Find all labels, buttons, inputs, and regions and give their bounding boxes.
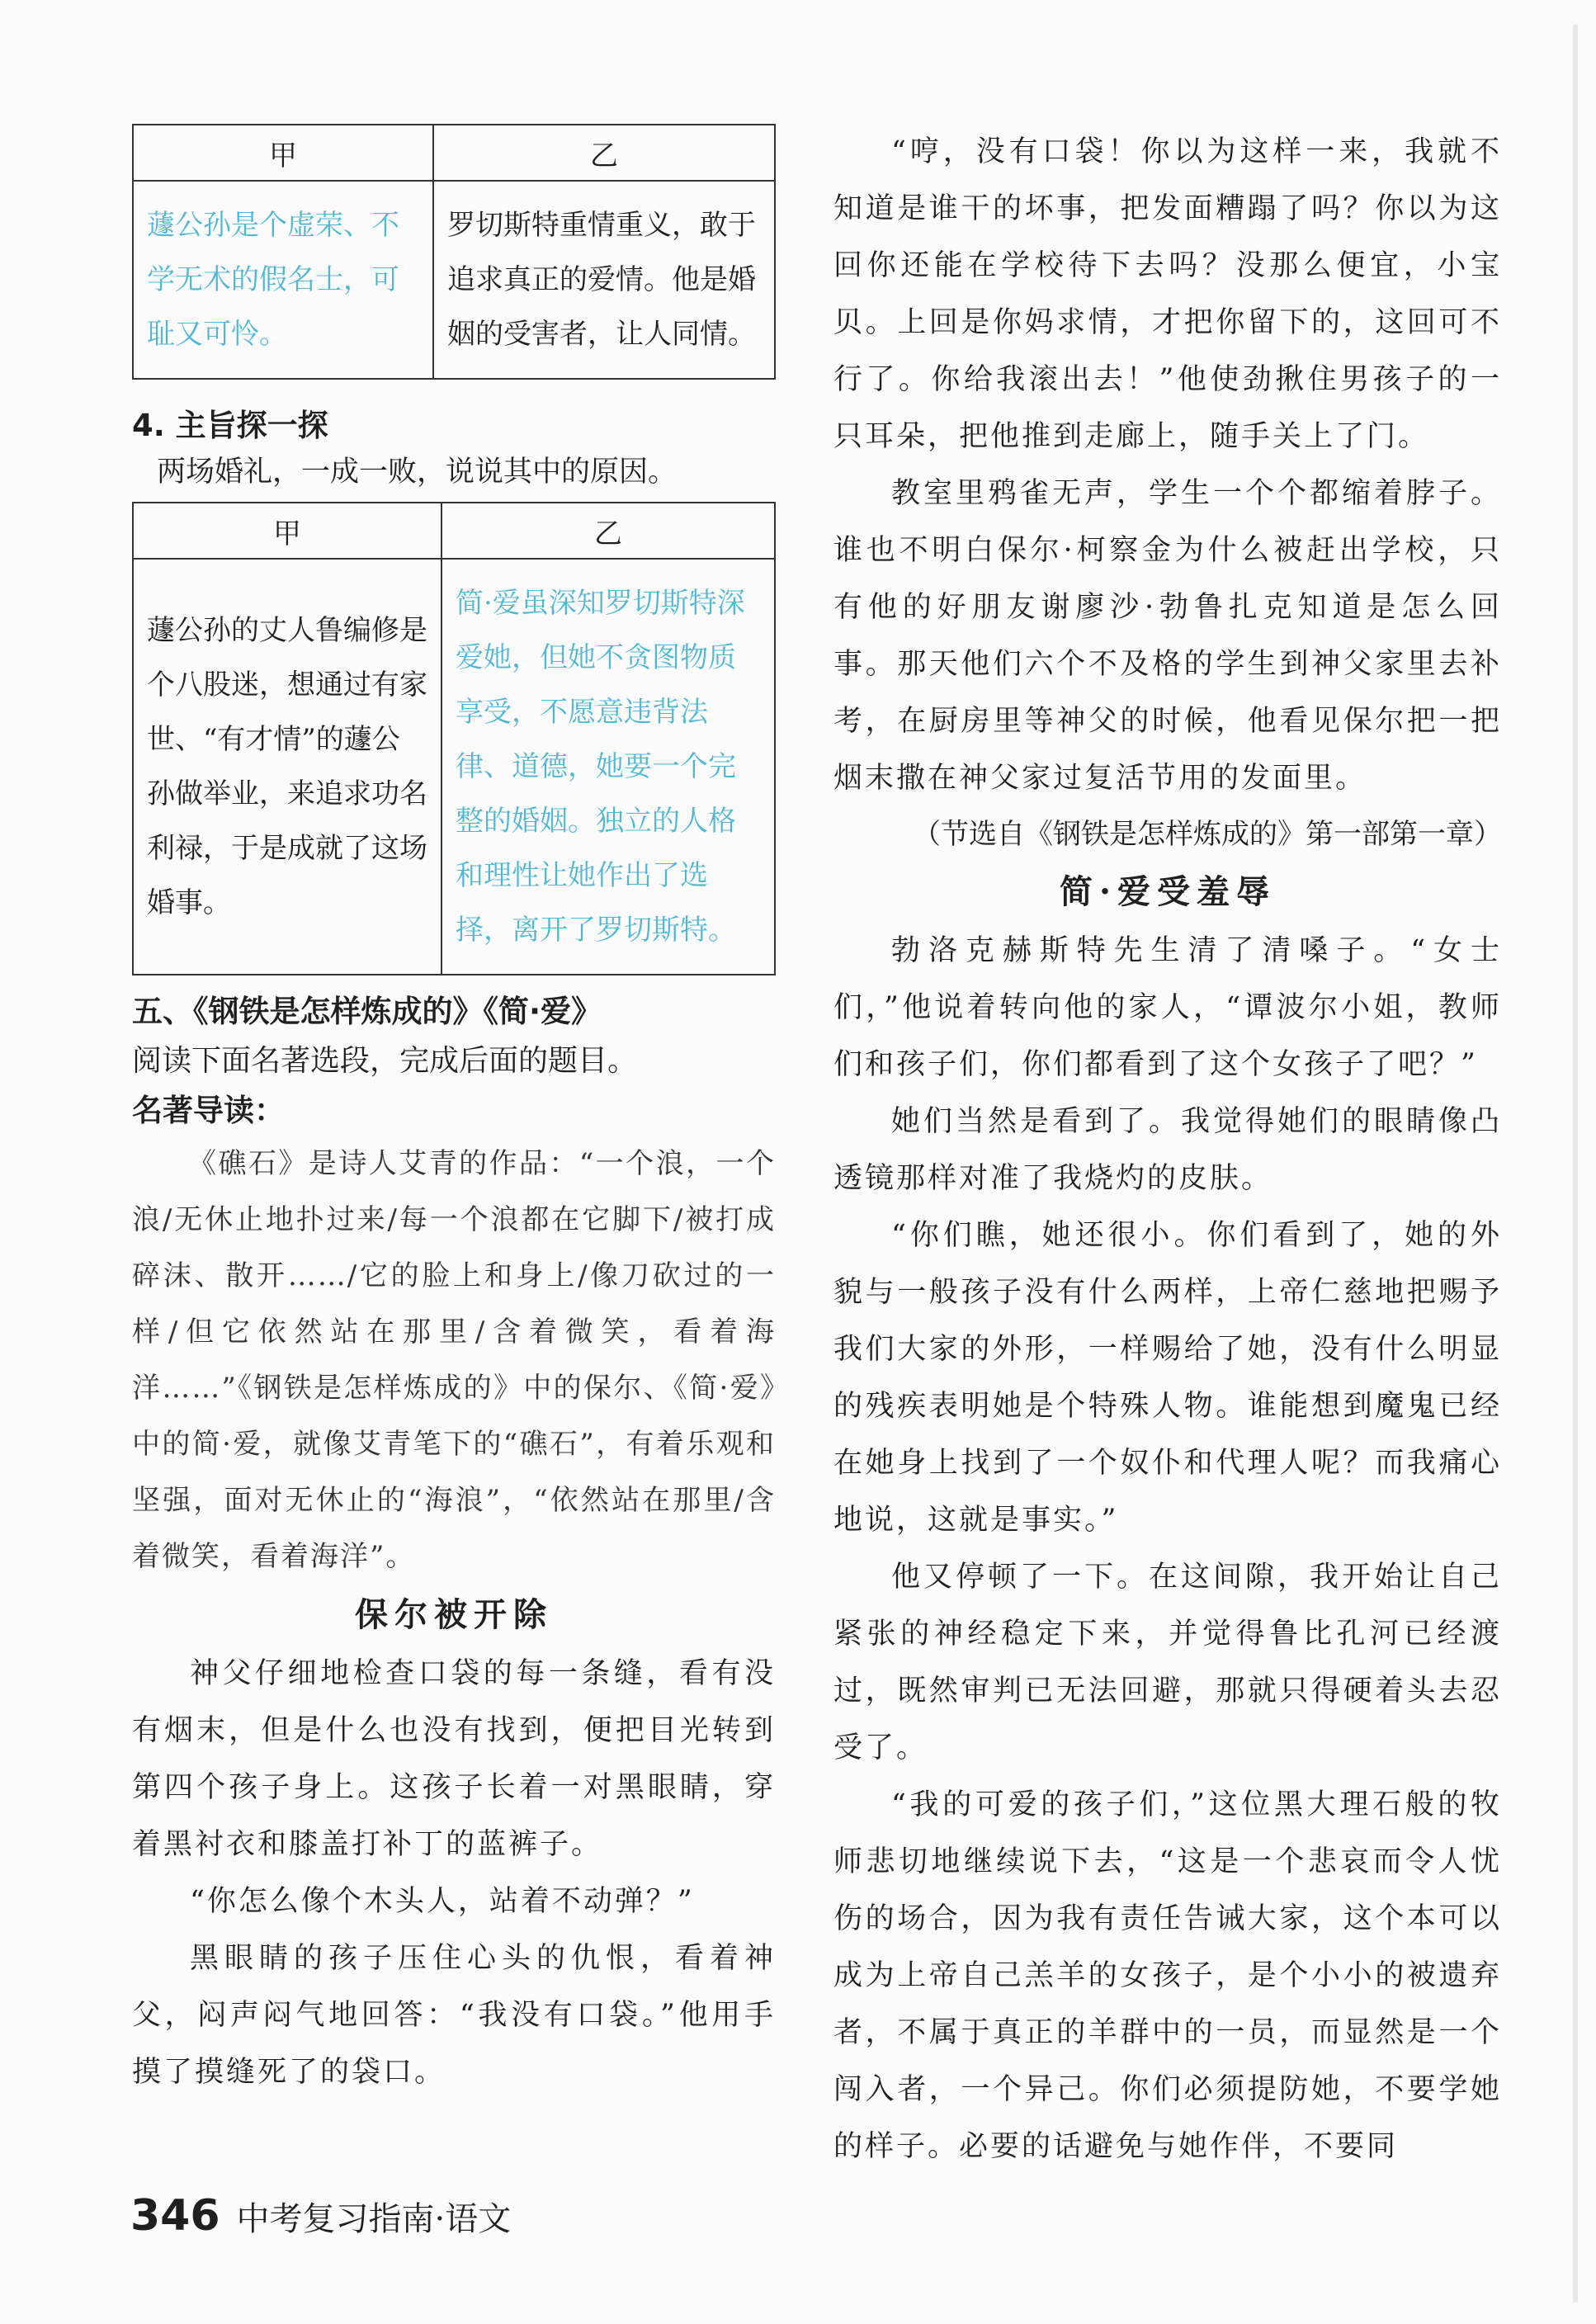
answer-table-2 <box>132 502 776 975</box>
table1-cell-a: 蘧公孙是个虚荣、不学无术的假名士，可耻又可怜。 <box>133 181 433 379</box>
question-4-text: 两场婚礼，一成一败，说说其中的原因。 <box>157 456 678 489</box>
book-title: 中考复习指南·语文 <box>236 2200 512 2238</box>
guide-label: 名著导读： <box>132 1093 285 1128</box>
table2-cell-a: 蘧公孙的丈人鲁编修是个八股迷，想通过有家世、“有才情”的蘧公孙做举业，来追求功名利禄，于是成就了这场婚事。 <box>133 559 441 975</box>
story1-paragraph: 黑眼睛的孩子压住心头的仇恨，看着神父，闷声闷气地回答：“我没有口袋。”他用手摸了摸缝死了的袋口。 <box>132 1942 776 2089</box>
story2-paragraph: 勃洛克赫斯特先生清了清嗓子。“女士们，”他说着转向他的家人，“谭波尔小姐，教师们和孩子们，你们都看到了这个女孩子了吧？” <box>833 934 1502 1081</box>
story2-paragraph: “我的可爱的孩子们，”这位黑大理石般的牧师悲切地继续说下去，“这是一个悲哀而令人忧伤的场合，因为我有责任告诫大家，这个本可以成为上帝自己羔羊的女孩子，是个小小的被遗弃者，不属于真正的羊群中的一员，而显然是一个闯入者，一个异己。你们必须提防她，不要学她的样子。必要的话避免与她作伴，不要同 <box>833 1788 1502 2163</box>
story1-paragraph: “你怎么像个木头人，站着不动弹？” <box>190 1885 695 1918</box>
page-edge <box>1573 25 1578 2303</box>
story1-source: （节选自《钢铁是怎样炼成的》第一部第一章） <box>913 818 1502 851</box>
section-5-heading: 五、《钢铁是怎样炼成的》《简·爱》 <box>132 994 602 1029</box>
story1-paragraph: 神父仔细地检查口袋的每一条缝，看有没有烟末，但是什么也没有找到，便把目光转到第四个孩子身上。这孩子长着一对黑眼睛，穿着黑衬衣和膝盖打补丁的蓝裤子。 <box>132 1657 776 1861</box>
table2-header-a: 甲 <box>133 503 441 559</box>
page-number: 346 <box>130 2191 220 2241</box>
table1-cell-b: 罗切斯特重情重义，敢于追求真正的爱情。他是婚姻的受害者，让人同情。 <box>433 181 775 379</box>
answer-table-1 <box>132 124 776 380</box>
story2-paragraph: “你们瞧，她还很小。你们看到了，她的外貌与一般孩子没有什么两样，上帝仁慈地把赐予我们大家的外形，一样赐给了她，没有什么明显的残疾表明她是个特殊人物。谁能想到魔鬼已经在她身上找到了一个奴仆和代理人呢？而我痛心地说，这就是事实。” <box>833 1219 1502 1537</box>
guide-text: 《礁石》是诗人艾青的作品：“一个浪，一个浪/无休止地扑过来/每一个浪都在它脚下/被打成碎沫、散开……/它的脸上和身上/像刀砍过的一样/但它依然站在那里/含着微笑，看着海洋……”《钢铁是怎样炼成的》中的保尔、《简·爱》中的简·爱，就像艾青笔下的“礁石”，有着乐观和坚强，面对无休止的“海浪”，“依然站在那里/含着微笑，看着海洋”。 <box>132 1147 776 1573</box>
table1-header-b: 乙 <box>433 125 775 181</box>
story2-paragraph: 她们当然是看到了。我觉得她们的眼睛像凸透镜那样对准了我烧灼的皮肤。 <box>833 1105 1502 1195</box>
right-column <box>833 124 1502 2175</box>
story1-title: 保尔被开除 <box>355 1595 553 1634</box>
story1-paragraph: 教室里鸦雀无声，学生一个个都缩着脖子。谁也不明白保尔·柯察金为什么被赶出学校，只有他的好朋友谢廖沙·勃鲁扎克知道是怎么回事。那天他们六个不及格的学生到神父家里去补考，在厨房里等神父的时候，他看见保尔把一把烟末撒在神父家过复活节用的发面里。 <box>833 477 1502 795</box>
table1-header-a: 甲 <box>133 125 433 181</box>
question-4-heading: 4. 主旨探一探 <box>132 408 328 443</box>
section-5-instruction: 阅读下面名著选段，完成后面的题目。 <box>132 1044 638 1078</box>
table2-cell-b: 简·爱虽深知罗切斯特深爱她，但她不贪图物质享受，不愿意违背法律、道德，她要一个完整的婚姻。独立的人格和理性让她作出了选择，离开了罗切斯特。 <box>441 559 775 975</box>
table2-header-b: 乙 <box>441 503 775 559</box>
story2-paragraph: 他又停顿了一下。在这间隙，我开始让自己紧张的神经稳定下来，并觉得鲁比孔河已经渡过，既然审判已无法回避，那就只得硬着头去忍受了。 <box>833 1561 1502 1764</box>
story1-paragraph: “哼，没有口袋！你以为这样一来，我就不知道是谁干的坏事，把发面糟蹋了吗？你以为这回你还能在学校待下去吗？没那么便宜，小宝贝。上回是你妈求情，才把你留下的，这回可不行了。你给我滚出去！”他使劲揪住男孩子的一只耳朵，把他推到走廊上，随手关上了门。 <box>833 135 1502 453</box>
page-footer <box>130 2191 511 2244</box>
left-column <box>132 124 776 2101</box>
story2-title: 简·爱受羞辱 <box>1060 872 1276 911</box>
